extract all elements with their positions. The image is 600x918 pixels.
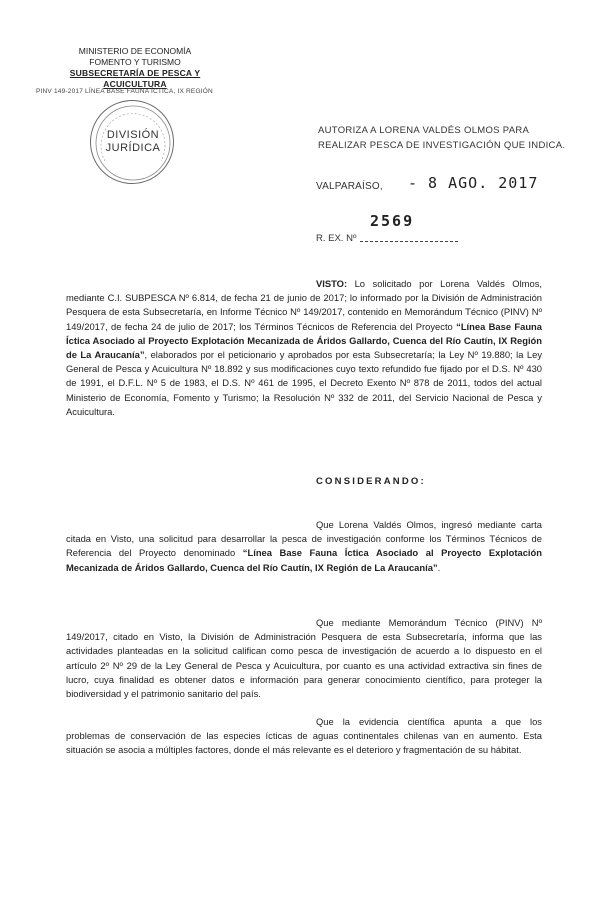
- ministry-name-line2: FOMENTO Y TURISMO: [89, 57, 181, 67]
- document-reference: PINV 149-2017 LÍNEA BASE FAUNA ÍCTICA, IX REGIÓN: [36, 88, 213, 95]
- ministry-header: [40, 46, 230, 90]
- visto-text-b: , elaborados por el peticionario y aprobados por esta Subsecretaría; la Ley Nº 19.880; la Ley General de Pesca y Acuicultura Nº 18.892 y sus modificaciones cuyo texto refundido fue fijado por el D.S. Nº 430 de 1991, el D.F.L. Nº 5 de 1983, el D.S. Nº 461 de 1995, el Decreto Exento Nº 878 de 2011, todos del actual Ministerio de Economía, Fomento y Turismo; la Resolución Nº 332 de 2011, del Servicio Nacional de Pesca y Acuicultura.: [66, 349, 543, 417]
- considerando-paragraph-3: Que la evidencia científica apunta a que los problemas de conservación de las especies ícticas de aguas continentales chilenas van en aumento. Esta situación se asocia a múltiples factores, donde el más relevante es el deterioro y fragmentación de su hábitat.: [66, 716, 542, 756]
- considerando-heading: CONSIDERANDO:: [316, 476, 426, 487]
- resolution-subject: [318, 123, 568, 153]
- rex-label: R. EX. Nº: [316, 233, 357, 244]
- subject-line2: REALIZAR PESCA DE INVESTIGACIÓN QUE INDICA.: [318, 140, 566, 151]
- considerando-1-text-b: .: [437, 561, 441, 573]
- considerando-paragraph-1: [66, 518, 542, 575]
- visto-label: VISTO:: [316, 278, 348, 289]
- resolution-number: 2569: [370, 212, 415, 230]
- stamp-text-line2: JURÍDICA: [105, 142, 161, 154]
- visto-text-a: Lo solicitado por Lorena Valdés Olmos, mediante C.I. SUBPESCA Nº 6.814, de fecha 21 de junio de 2017; lo informado por la División de Administración Pesquera de esta Subsecretaría, en Informe Técnico Nº 149/2017, contenido en Memorándum Técnico (PINV) Nº 149/2017, de fecha 24 de julio de 2017; los Términos Técnicos de Referencia del Proyecto: [66, 278, 542, 332]
- considerando-1-project-name: “Línea Base Fauna Íctica Asociado al Proyecto Explotación Mecanizada de Áridos Gallardo, Cuenca del Río Cautín, IX Región de La Araucanía”: [66, 547, 542, 573]
- considerando-1-text-a: Que Lorena Valdés Olmos, ingresó mediante carta citada en Visto, una solicitud para desarrollar la pesca de investigación conforme los Términos Técnicos de Referencia del Proyecto denominado: [66, 519, 542, 559]
- rex-blank-line: [360, 241, 458, 242]
- resolution-number-field: [316, 233, 458, 244]
- considerando-paragraph-2: Que mediante Memorándum Técnico (PINV) Nº 149/2017, citado en Visto, la División de Administración Pesquera de esta Subsecretaría, informa que las actividades planteadas en la solicitud califican como pesca de investigación de acuerdo a lo dispuesto en el artículo 2º Nº 29 de la Ley General de Pesca y Acuicultura, por cuanto es una actividad extractiva sin fines de lucro, cuya finalidad es obtener datos e información para generar conocimiento científico, para proteger la biodiversidad y el patrimonio sanitario del país.: [66, 617, 542, 700]
- ministry-name: MINISTERIO DE ECONOMÍA: [78, 46, 192, 56]
- stamp-text-line1: DIVISIÓN: [106, 129, 160, 141]
- subject-line1: AUTORIZA A LORENA VALDÉS OLMOS PARA: [318, 125, 530, 136]
- subsecretaria-name: SUBSECRETARÍA DE PESCA Y ACUICULTURA: [69, 68, 201, 89]
- place-label: VALPARAÍSO,: [316, 181, 383, 192]
- division-stamp: [90, 100, 174, 184]
- date-stamp: - 8 AGO. 2017: [408, 174, 539, 192]
- visto-paragraph: [66, 277, 542, 419]
- visto-project-name: “Línea Base Fauna Íctica Asociado al Proyecto Explotación Mecanizada de Áridos Gallardo, Cuenca del Río Cautín, IX Región de La Araucanía”: [66, 320, 543, 361]
